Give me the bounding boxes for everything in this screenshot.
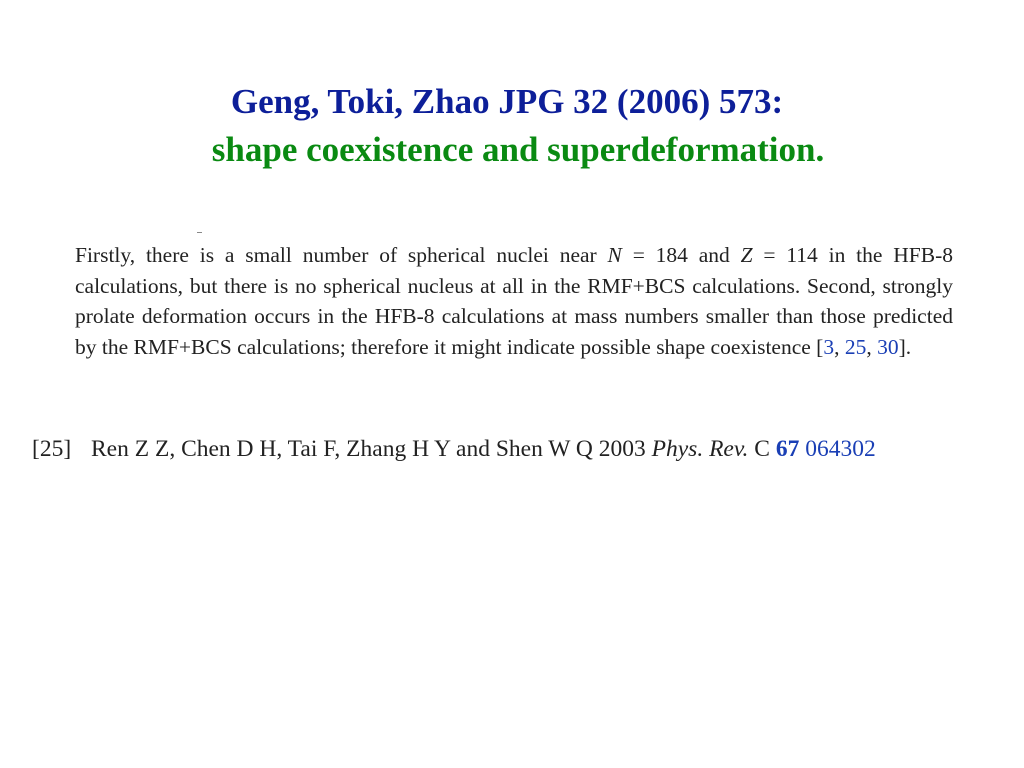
excerpt-text-end: ]. bbox=[898, 334, 912, 359]
citation-separator: , bbox=[866, 334, 878, 359]
reference-number: [25] bbox=[32, 436, 72, 462]
reference-volume[interactable]: 67 bbox=[775, 436, 800, 462]
math-var-n: N bbox=[607, 243, 622, 267]
slide-title bbox=[0, 78, 1024, 174]
reference-authors: Ren Z Z, Chen D H, Tai F, Zhang H Y and Shen W Q 2003 bbox=[91, 436, 652, 462]
excerpt-text-3: = 114 in the HFB-8 calculations, but there is no spherical nucleus at all in the RMF+BCS calculations. Second, strongly prolate deformation occurs in the HFB-8 calculations at mass numbers smaller than those predicted by the RMF+BCS calculations; therefore it might indicate possible shape coexistence [ bbox=[75, 243, 953, 359]
citation-link-30[interactable]: 30 bbox=[877, 334, 899, 359]
title-topic: shape coexistence and superdeformation. bbox=[211, 130, 825, 169]
reference-entry bbox=[32, 433, 992, 465]
excerpt-text-2: = 184 and bbox=[621, 243, 741, 267]
citation-link-25[interactable]: 25 bbox=[844, 334, 867, 359]
excerpt-text-1: Firstly, there is a small number of spherical nuclei near bbox=[75, 243, 608, 267]
citation-separator: , bbox=[834, 334, 845, 359]
reference-article-link[interactable]: 064302 bbox=[805, 436, 876, 462]
reference-series: C bbox=[748, 436, 776, 462]
scan-mark bbox=[197, 232, 202, 233]
reference-journal: Phys. Rev. bbox=[651, 436, 749, 462]
title-citation: Geng, Toki, Zhao JPG 32 (2006) 573: bbox=[230, 82, 784, 121]
paper-excerpt bbox=[75, 240, 953, 362]
math-var-z: Z bbox=[740, 243, 753, 267]
citation-link-3[interactable]: 3 bbox=[823, 334, 835, 359]
